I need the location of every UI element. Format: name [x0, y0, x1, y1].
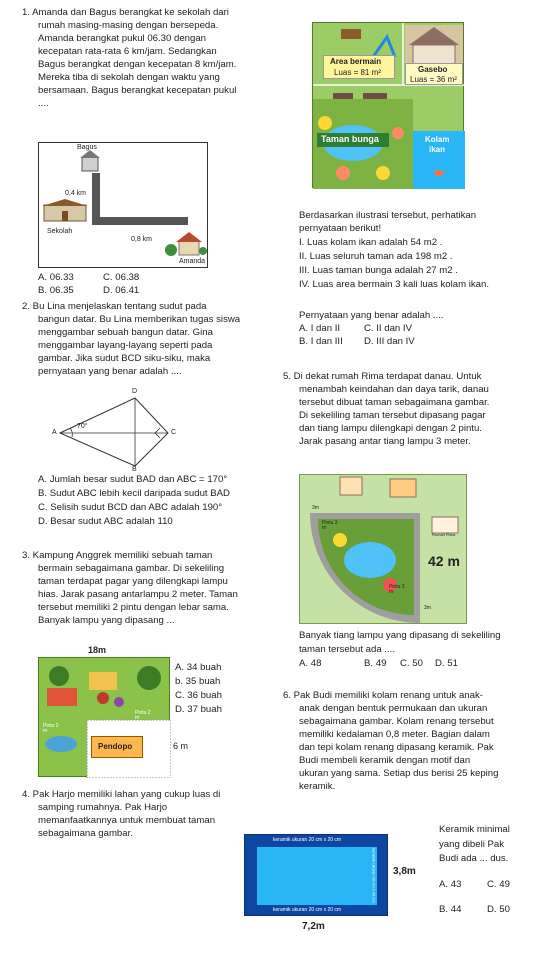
q4-option-d[interactable]: D. III dan IV: [364, 336, 415, 347]
q1-label-dist2: 0,8 km: [131, 236, 153, 243]
q3-gate2-label: Pintu 2 m: [43, 723, 59, 734]
q5-line: dan tiang lampu dilengkapi dengan 2 pintu.: [299, 423, 482, 434]
q2-line: bangun datar. Bu Lina memberikan tugas siswa: [38, 314, 241, 325]
q6-pool-water: [257, 847, 377, 905]
q3-option-c[interactable]: C. 36 buah: [175, 690, 222, 701]
q4-option-c[interactable]: C. II dan IV: [364, 323, 412, 334]
q1-map-figure: [38, 142, 208, 268]
q4-pond-label-1: Kolam: [425, 135, 450, 144]
q3-gate1-label: Pintu 2 m: [135, 710, 151, 721]
q4-garden-figure: [312, 22, 464, 188]
q6-line: ukuran yang sama. Setiap dus berisi 25 keping: [299, 768, 499, 779]
q3-pendopo: [91, 736, 143, 758]
q4-play-area-label: Luas = 81 m²: [334, 68, 381, 77]
q2-angle: 70°: [77, 423, 88, 430]
q4-option-b[interactable]: B. I dan III: [299, 336, 343, 347]
q6-option-a[interactable]: A. 43: [439, 879, 462, 890]
q5-option-c[interactable]: C. 50: [400, 658, 423, 669]
q4-statement-4: IV. Luas area bermain 3 kali luas kolam ikan.: [299, 279, 490, 290]
q6-side-text: Budi ada ... dus.: [439, 853, 509, 864]
q4-text: Berdasarkan ilustrasi tersebut, perhatikan: [299, 210, 477, 221]
q5-option-d[interactable]: D. 51: [435, 658, 458, 669]
q4-line: samping rumahnya. Pak Harjo: [38, 802, 168, 813]
q6-width-label: 7,2m: [302, 921, 325, 932]
q4-gazebo: [405, 63, 463, 85]
q6-tile-bottom-label: keramik ukuran 20 cm x 20 cm: [273, 907, 342, 913]
q2-option-b[interactable]: B. Sudut ABC lebih kecil daripada sudut BAD: [38, 488, 230, 499]
q5-gate1-label: Pintu 3 m: [322, 520, 338, 531]
q2-vertex-c: C: [171, 429, 177, 436]
q4-question: Pernyataan yang benar adalah ....: [299, 310, 444, 321]
q2-kite-figure: [50, 390, 240, 472]
q1-map-drawing: [39, 143, 207, 267]
q3-line: tersebut memiliki 2 pintu dengan lebar sama.: [38, 602, 229, 613]
q6-pool-figure: [235, 834, 388, 916]
q3-option-b[interactable]: b. 35 buah: [175, 676, 221, 687]
q5-option-a[interactable]: A. 48: [299, 658, 322, 669]
q1-label-amanda: Amanda: [179, 258, 206, 265]
q3-option-d[interactable]: D. 37 buah: [175, 704, 222, 715]
q4-play-title: Area bermain: [330, 57, 382, 66]
q6-line: memiliki kedalaman 0,8 meter. Bagian dalam: [299, 729, 490, 740]
q6-side-text: Keramik minimal: [439, 824, 510, 835]
q3-height-label: 6 m: [173, 741, 189, 751]
q4-statement-2: II. Luas seluruh taman ada 198 m2 .: [299, 251, 453, 262]
q2-option-a[interactable]: A. Jumlah besar sudut BAD dan ABC = 170°: [38, 474, 228, 485]
q5-lake-figure: [299, 474, 467, 624]
q5-question: taman tersebut ada ....: [299, 644, 395, 655]
q5-line: Jarak pasang antar tiang lampu 3 meter.: [299, 436, 471, 447]
q2-line: menggambar sebuah bangun datar. Gina: [38, 327, 213, 338]
q3-line: 3. Kampung Anggrek memiliki sebuah taman: [22, 550, 213, 561]
q6-line: 6. Pak Budi memiliki kolam renang untuk anak-: [283, 690, 483, 701]
q1-line: Bagus berangkat dengan kecepatan 8 km/jam.: [38, 59, 237, 70]
q3-option-a[interactable]: A. 34 buah: [175, 662, 222, 673]
q4-line: 4. Pak Harjo memiliki lahan yang cukup luas di: [22, 789, 221, 800]
q4-flower-label: Taman bunga: [321, 134, 379, 144]
q4-gazebo-area-label: Luas = 36 m²: [410, 75, 457, 84]
q2-kite-drawing: [50, 390, 240, 472]
q2-line: pernyataan yang benar adalah ....: [38, 366, 182, 377]
q3-width-label: 18m: [88, 645, 107, 655]
q1-label-dist1: 0,4 km: [65, 190, 87, 197]
q2-option-c[interactable]: C. Selisih sudut BCD dan ABC adalah 190°: [38, 502, 223, 513]
q5-line: menambah keindahan dan daya tarik, danau: [299, 384, 489, 395]
q6-line: Budi membeli keramik dengan motif dan: [299, 755, 471, 766]
q6-tile-right-label: keramik ukuran 20 cm x 20 cm: [371, 848, 377, 903]
q6-tile-top-label: keramik ukuran 20 cm x 20 cm: [273, 837, 342, 843]
q2-line: menggambar layang-layang seperti pada: [38, 340, 213, 351]
q4-option-a[interactable]: A. I dan II: [299, 323, 341, 334]
q4-statement-1: I. Luas kolam ikan adalah 54 m2 .: [299, 237, 443, 248]
q3-line: taman terdapat pagar yang dilengkapi lampu: [38, 576, 228, 587]
q1-line: 1. Amanda dan Bagus berangkat ke sekolah dari: [22, 7, 229, 18]
q2-option-d[interactable]: D. Besar sudut ABC adalah 110: [38, 516, 173, 527]
q3-line: bermain sebagaimana gambar. Di sekeliling: [38, 563, 225, 574]
q4-garden-drawing: [313, 23, 465, 189]
q1-option-b[interactable]: B. 06.35: [38, 285, 74, 296]
q5-house-label: Rumah Rima: [432, 532, 456, 537]
q1-label-school: Sekolah: [47, 228, 73, 235]
q4-text: pernyataan berikut!: [299, 223, 382, 234]
q3-park-figure: [38, 657, 170, 777]
q6-option-c[interactable]: C. 49: [487, 879, 510, 890]
q6-height-label: 3,8m: [393, 866, 416, 877]
q5-gate2-label: Pintu 3 m: [389, 584, 405, 595]
q3-line: hias. Jarak pasang antarlampu 2 meter. Taman: [38, 589, 238, 600]
q6-option-d[interactable]: D. 50: [487, 904, 510, 915]
q1-option-a[interactable]: A. 06.33: [38, 272, 74, 283]
q5-option-b[interactable]: B. 49: [364, 658, 387, 669]
q5-small-label-2: 3m: [424, 605, 431, 611]
q2-line: 2. Bu Lina menjelaskan tentang sudut pada: [22, 301, 207, 312]
q6-line: dan tepi kolam renang dipasang keramik. Pak: [299, 742, 494, 753]
q1-line: kecepatan rata-rata 6 km/jam. Sedangkan: [38, 46, 217, 57]
q4-line: memanfaatkannya untuk membuat taman: [38, 815, 216, 826]
q4-play-area: [323, 55, 395, 79]
q5-line: Di sekeliling taman tersebut dipasang pagar: [299, 410, 486, 421]
q4-pond-label-2: ikan: [429, 145, 446, 154]
q6-line: keramik.: [299, 781, 336, 792]
q6-tile-left-label: keramik ukuran 20 cm x 20 cm: [235, 848, 241, 903]
q1-line: ....: [38, 98, 49, 109]
q3-pendopo-label: Pendopo: [98, 742, 133, 751]
q5-radius-label: 42 m: [428, 553, 460, 569]
q5-line: 5. Di dekat rumah Rima terdapat danau. Untuk: [283, 371, 482, 382]
q4-flower-label-box: [317, 133, 389, 147]
q5-question: Banyak tiang lampu yang dipasang di sekeliling: [299, 630, 501, 641]
q1-line: Mereka tiba di sekolah dengan waktu yang: [38, 72, 220, 83]
q6-line: anak dengan bentuk permukaan dan ukuran: [299, 703, 488, 714]
q3-line: Banyak lampu yang dipasang ...: [38, 615, 175, 626]
q1-option-c[interactable]: C. 06.38: [103, 272, 140, 283]
q4-line: sebagaimana gambar.: [38, 828, 133, 839]
q5-line: tersebut dibuat taman sebagaimana gambar.: [299, 397, 490, 408]
q2-line: gambar. Jika sudut BCD siku-siku, maka: [38, 353, 211, 364]
q5-small-label-1: 3m: [312, 505, 319, 511]
q1-line: rumah masing-masing dengan bersepeda.: [38, 20, 219, 31]
q1-option-d[interactable]: D. 06.41: [103, 285, 140, 296]
q5-lake-drawing: [300, 475, 468, 625]
q6-option-b[interactable]: B. 44: [439, 904, 462, 915]
q6-side-text: yang dibeli Pak: [439, 839, 505, 850]
q1-label-bagus: Bagus: [77, 144, 97, 151]
q6-line: sebagaimana gambar. Kolam renang tersebut: [299, 716, 494, 727]
q4-statement-3: III. Luas taman bunga adalah 27 m2 .: [299, 265, 458, 276]
q2-vertex-b: B: [132, 466, 137, 473]
q2-vertex-a: A: [52, 429, 57, 436]
q1-line: bersamaan. Bagus berangkat kecepatan pukul: [38, 85, 237, 96]
q1-line: Amanda berangkat pukul 06.30 dengan: [38, 33, 207, 44]
q4-gazebo-title: Gasebo: [418, 65, 448, 74]
q2-vertex-d: D: [132, 388, 138, 395]
